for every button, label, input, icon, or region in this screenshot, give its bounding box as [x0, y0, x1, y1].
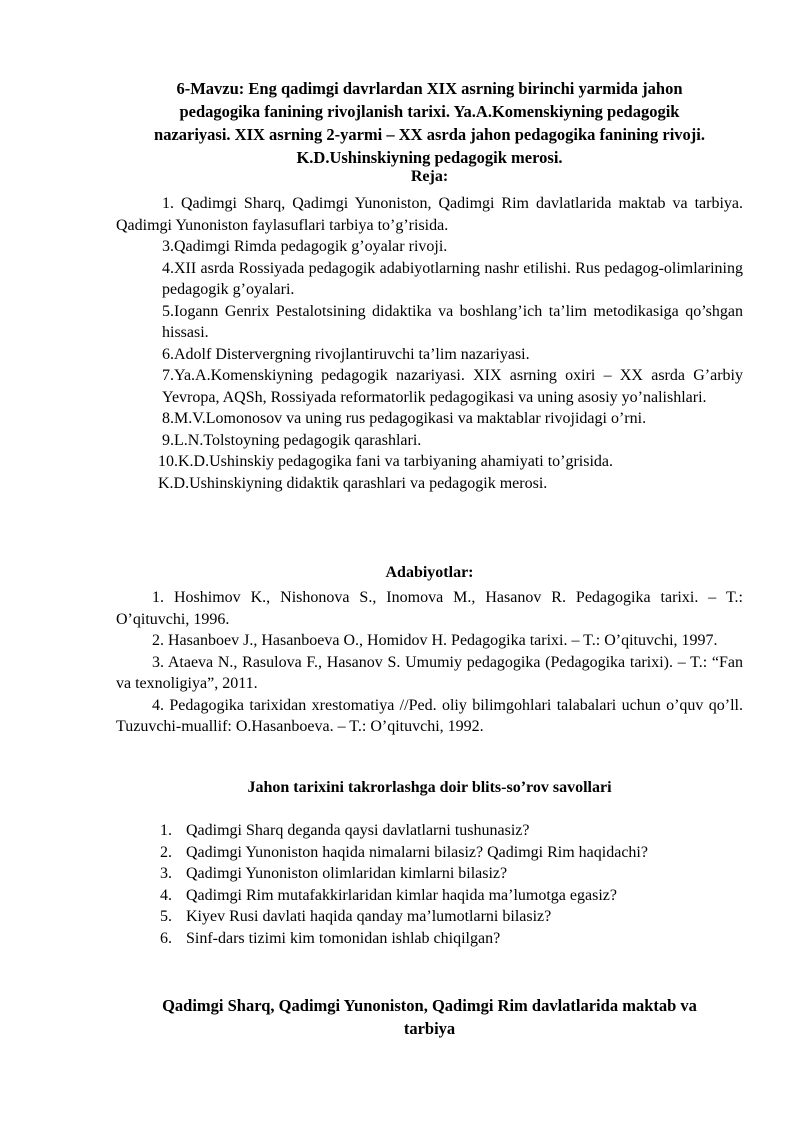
quiz-item — [160, 885, 760, 907]
quiz-item-text: Kiyev Rusi davlati haqida qanday ma’lumotlarni bilasiz? — [186, 908, 552, 925]
section-heading — [116, 994, 743, 1040]
quiz-item-number: 3. — [160, 865, 172, 882]
quiz-item-text: Qadimgi Rim mutafakkirlaridan kimlar haqida ma’lumotga egasiz? — [186, 886, 617, 904]
quiz-item-number: 1. — [160, 822, 172, 839]
plan-item: 10.K.D.Ushinskiy pedagogika fani va tarbiyaning ahamiyati to’grisida. — [158, 453, 614, 470]
literature-item: 2. Hasanboev J., Hasanboeva O., Homidov H. Pedagogika tarixi. – T.: O’qituvchi, 1997. — [152, 632, 718, 649]
quiz-item-text: Qadimgi Sharq deganda qaysi davlatlarni tushunasiz? — [186, 822, 530, 839]
quiz-item-number: 4. — [160, 886, 172, 904]
quiz-heading: Jahon tarixini takrorlashga doir blits-so’rov savollari — [247, 779, 612, 796]
quiz-item-text: Qadimgi Yunoniston haqida nimalarni bilasiz? Qadimgi Rim haqidachi? — [186, 843, 648, 861]
plan-item: 9.L.N.Tolstoyning pedagogik qarashlari. — [162, 431, 422, 449]
quiz-list — [160, 820, 760, 949]
quiz-item — [160, 906, 760, 928]
title-line: 6-Mavzu: Eng qadimgi davrlardan XIX asrning birinchi yarmida jahon — [176, 79, 683, 98]
plan-list — [116, 193, 743, 494]
plan-item: 6.Adolf Distervergning rivojlantiruvchi ta’lim nazariyasi. — [162, 345, 530, 363]
plan-item: K.D.Ushinskiyning didaktik qarashlari va pedagogik merosi. — [158, 474, 548, 492]
quiz-item-number: 2. — [160, 843, 172, 861]
quiz-item-number: 6. — [160, 929, 172, 947]
plan-item: 8.M.V.Lomonosov va uning rus pedagogikasi va maktablar rivojidagi o’rni. — [162, 410, 647, 427]
plan-heading: Reja: — [410, 168, 449, 185]
literature-heading: Adabiyotlar: — [385, 564, 474, 581]
quiz-item-number: 5. — [160, 908, 172, 925]
topic-title — [116, 77, 743, 169]
quiz-item — [160, 863, 760, 885]
quiz-item — [160, 928, 760, 950]
plan-item: 1. Qadimgi Sharq, Qadimgi Yunoniston, Qadimgi Rim davlatlarida maktab va tarbiya. Qadimgi Yunoniston faylasuflari tarbiya to’g’risida. — [116, 195, 743, 234]
title-line: K.D.Ushinskiyning pedagogik merosi. — [296, 148, 563, 167]
quiz-item — [160, 820, 760, 842]
plan-item: 3.Qadimgi Rimda pedagogik g’oyalar rivoji. — [162, 238, 448, 255]
literature-item: 4. Pedagogika tarixidan xrestomatiya //Ped. oliy bilimgohlari talabalari uchun o’quv qo’ll. Tuzuvchi-muallif: O.Hasanboeva. – T.: O’qituvchi, 1992. — [116, 696, 743, 735]
plan-item: 7.Ya.A.Komenskiyning pedagogik nazariyasi. XIX asrning oxiri – XX asrda G’arbiy Yevropa, AQSh, Rossiyada reformatorlik pedagogikasi va uning asosiy yo’nalishlari. — [162, 367, 743, 406]
section-heading-line: tarbiya — [403, 1019, 456, 1038]
literature-list — [116, 587, 743, 738]
plan-item: 4.XII asrda Rossiyada pedagogik adabiyotlarning nashr etilishi. Rus pedagog-olimlarining pedagogik g’oyalari. — [162, 259, 743, 298]
plan-item: 5.Iogann Genrix Pestalotsining didaktika va boshlang’ich ta’lim metodikasiga qo’shgan hissasi. — [162, 302, 743, 341]
quiz-item — [160, 842, 760, 864]
quiz-item-text: Sinf-dars tizimi kim tomonidan ishlab chiqilgan? — [186, 929, 501, 947]
section-heading-line: Qadimgi Sharq, Qadimgi Yunoniston, Qadimgi Rim davlatlarida maktab va — [162, 996, 697, 1015]
title-line: pedagogika fanining rivojlanish tarixi. Ya.A.Komenskiyning pedagogik — [179, 102, 680, 121]
literature-item: 1. Hoshimov K., Nishonova S., Inomova M., Hasanov R. Pedagogika tarixi. – T.: O’qituvchi, 1996. — [116, 589, 743, 628]
literature-item: 3. Ataeva N., Rasulova F., Hasanov S. Umumiy pedagogika (Pedagogika tarixi). – T.: “Fan va texnoligiya”, 2011. — [116, 653, 743, 692]
title-line: nazariyasi. XIX asrning 2-yarmi – XX asrda jahon pedagogika fanining rivoji. — [154, 125, 705, 144]
quiz-item-text: Qadimgi Yunoniston olimlaridan kimlarni bilasiz? — [186, 865, 508, 882]
